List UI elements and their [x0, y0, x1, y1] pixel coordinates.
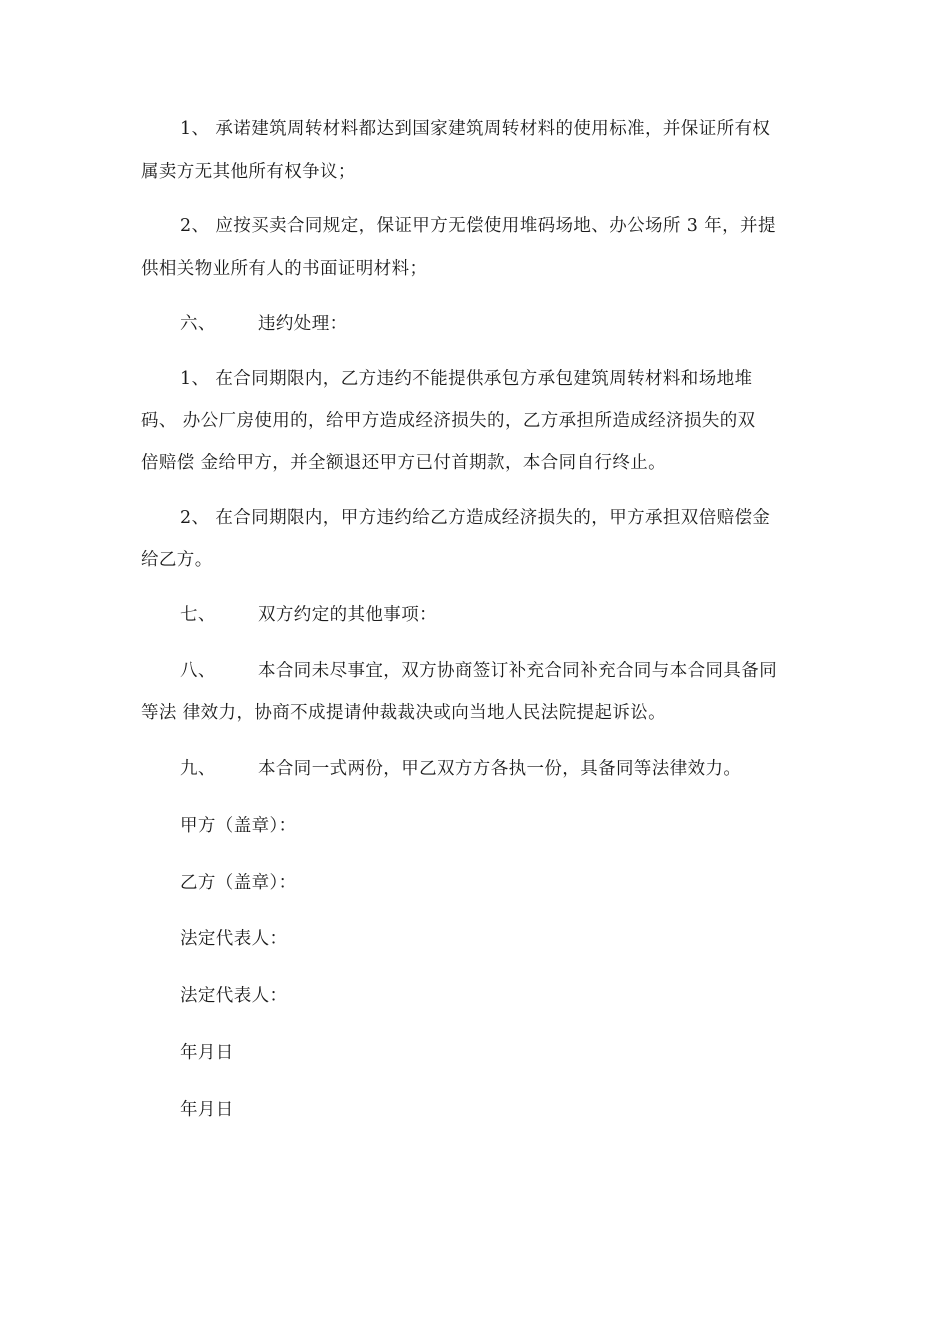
breach-1-line-3: 倍赔偿 金给甲方，并全额退还甲方已付首期款，本合同自行终止。	[141, 453, 667, 473]
section-8-line-1	[180, 660, 860, 682]
party-b-representative-label: 法定代表人：	[180, 986, 288, 1006]
section-6-heading	[180, 313, 860, 335]
section-9-text: 本合同一式两份，甲乙双方方各执一份，具备同等法律效力。	[258, 759, 742, 779]
party-a-seal-label: 甲方（盖章）：	[180, 816, 297, 836]
clause-2-line-1: 2、 应按买卖合同规定，保证甲方无偿使用堆码场地、办公场所 3 年，并提	[180, 216, 776, 236]
party-b-date-label: 年月日	[180, 1100, 234, 1120]
section-8-number: 八、	[180, 661, 216, 681]
section-6-number: 六、	[180, 314, 216, 334]
clause-1-line-1: 1、 承诺建筑周转材料都达到国家建筑周转材料的使用标准，并保证所有权	[180, 119, 771, 139]
section-7-heading	[180, 604, 860, 626]
section-8-text: 本合同未尽事宜，双方协商签订补充合同补充合同与本合同具备同	[258, 661, 778, 681]
clause-2-line-2: 供相关物业所有人的书面证明材料；	[141, 259, 428, 279]
breach-1-line-2: 码、 办公厂房使用的，给甲方造成经济损失的，乙方承担所造成经济损失的双	[141, 411, 756, 431]
section-8-line-2: 等法 律效力，协商不成提请仲裁裁决或向当地人民法院提起诉讼。	[141, 703, 667, 723]
clause-1-line-2: 属卖方无其他所有权争议；	[141, 162, 356, 182]
section-9-line	[180, 758, 860, 780]
party-a-representative-label: 法定代表人：	[180, 929, 288, 949]
section-7-title: 双方约定的其他事项：	[258, 605, 437, 625]
party-a-date-label: 年月日	[180, 1043, 234, 1063]
party-b-seal-label: 乙方（盖章）：	[180, 873, 297, 893]
breach-1-line-1: 1、 在合同期限内，乙方违约不能提供承包方承包建筑周转材料和场地堆	[180, 369, 753, 389]
section-6-title: 违约处理：	[258, 314, 348, 334]
section-9-number: 九、	[180, 759, 216, 779]
section-7-number: 七、	[180, 605, 216, 625]
breach-2-line-1: 2、 在合同期限内，甲方违约给乙方造成经济损失的，甲方承担双倍赔偿金	[180, 508, 771, 528]
breach-2-line-2: 给乙方。	[141, 550, 213, 570]
